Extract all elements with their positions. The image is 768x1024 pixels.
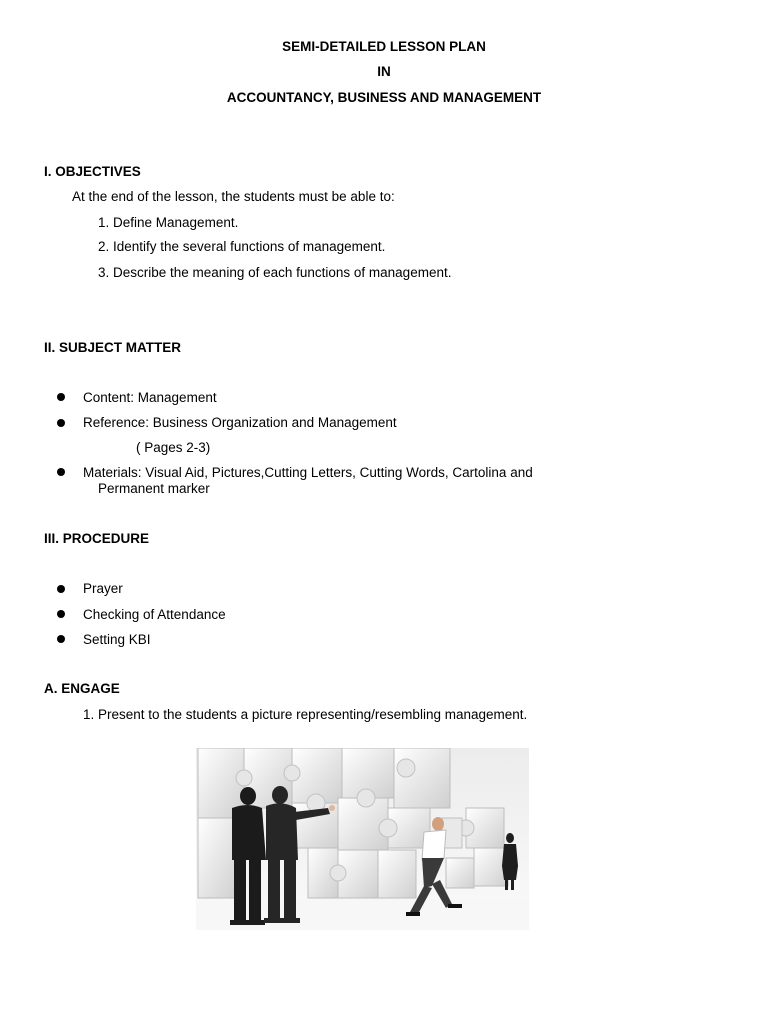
puzzle-people-image: [196, 748, 529, 930]
engage-heading: A. ENGAGE: [44, 681, 120, 696]
bullet-icon: [57, 419, 65, 427]
objective-item-2: 2. Identify the several functions of management.: [98, 239, 386, 254]
management-puzzle-illustration: [196, 748, 529, 930]
title-line-1: SEMI-DETAILED LESSON PLAN: [282, 39, 486, 54]
procedure-heading: III. PROCEDURE: [44, 531, 150, 546]
subject-materials-continued: Permanent marker: [98, 481, 210, 496]
objective-item-3: 3. Describe the meaning of each functions of management.: [98, 265, 452, 280]
title-line-3: ACCOUNTANCY, BUSINESS AND MANAGEMENT: [226, 90, 542, 105]
bullet-icon: [57, 393, 65, 401]
subject-reference: Reference: Business Organization and Management: [83, 415, 397, 430]
objectives-intro: At the end of the lesson, the students must be able to:: [72, 189, 395, 204]
objectives-heading: I. OBJECTIVES: [44, 164, 141, 179]
bullet-icon: [57, 610, 65, 618]
subject-matter-heading: II. SUBJECT MATTER: [44, 340, 182, 355]
procedure-item-kbi: Setting KBI: [83, 632, 151, 647]
subject-content: Content: Management: [83, 390, 217, 405]
subject-materials: Materials: Visual Aid, Pictures,Cutting Letters, Cutting Words, Cartolina and: [83, 465, 533, 480]
procedure-item-attendance: Checking of Attendance: [83, 607, 226, 622]
bullet-icon: [57, 585, 65, 593]
bullet-icon: [57, 635, 65, 643]
objective-item-1: 1. Define Management.: [98, 215, 239, 230]
bullet-icon: [57, 468, 65, 476]
procedure-item-prayer: Prayer: [83, 581, 123, 596]
subject-reference-pages: ( Pages 2-3): [136, 440, 211, 455]
title-line-2: IN: [377, 64, 391, 79]
engage-item-1: 1. Present to the students a picture representing/resembling management.: [83, 707, 528, 722]
